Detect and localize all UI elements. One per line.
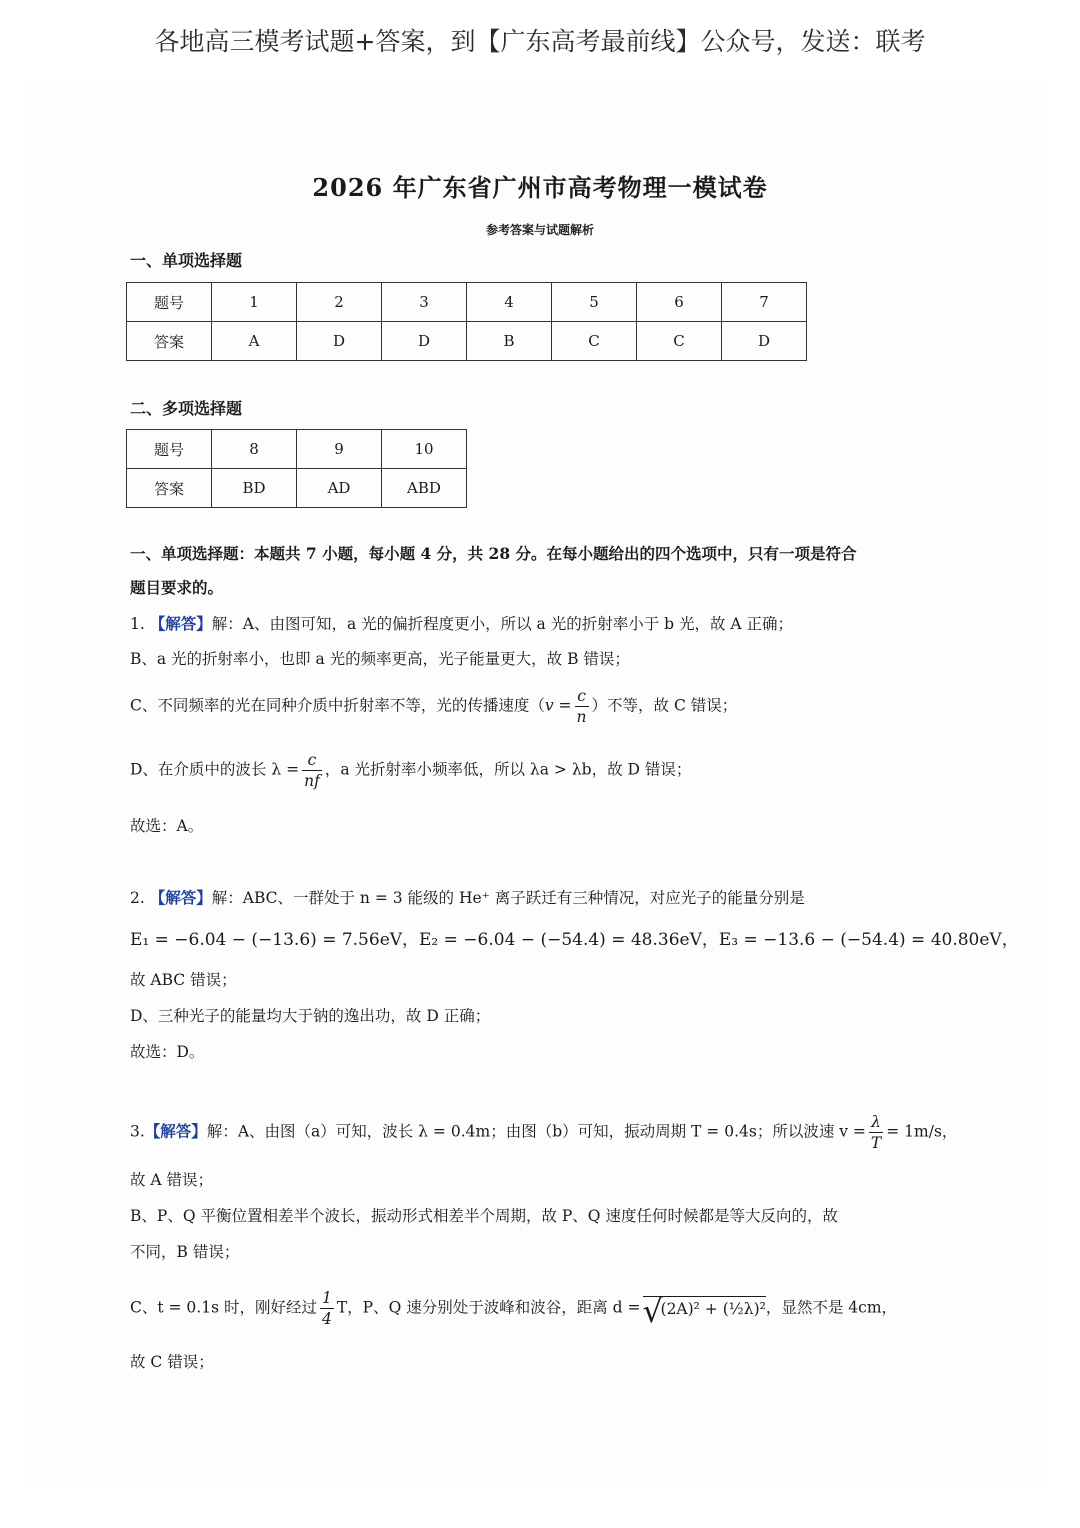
- question-number: 2.: [130, 889, 145, 907]
- q3-line-a: [130, 1112, 960, 1153]
- table-header-cell: 答案: [127, 322, 212, 361]
- table-cell: 1: [212, 283, 297, 322]
- q1-text-d-pre: D、在介质中的波长 λ =: [130, 760, 300, 779]
- q3-quarter-fraction: [320, 1288, 334, 1329]
- q2-conclusion: 故选：D。: [130, 1043, 205, 1061]
- section2-heading: 二、多项选择题: [130, 399, 243, 418]
- q1-line-a: [130, 612, 960, 636]
- question-number: 1.: [130, 615, 145, 633]
- q1-text-c-post: ）不等，故 C 错误；: [591, 696, 738, 715]
- intro-line-1: 一、单项选择题：本题共 7 小题，每小题 4 分，共 28 分。在每小题给出的四个选项中，只有一项是符合: [130, 544, 857, 563]
- q3-speed-fraction: [869, 1112, 883, 1153]
- q1-wavelength-fraction: [302, 750, 322, 791]
- page-subtitle: 参考答案与试题解析: [485, 223, 594, 237]
- table-cell: 5: [552, 283, 637, 322]
- q3-line-c-error: 故 C 错误；: [130, 1353, 214, 1371]
- page-title: 2026 年广东省广州市高考物理一模试卷: [312, 173, 768, 202]
- fraction-denominator: 4: [321, 1310, 332, 1328]
- table-cell: 3: [382, 283, 467, 322]
- table-header-cell: 答案: [127, 469, 212, 508]
- q3-text-c-post: ，显然不是 4cm，: [765, 1298, 898, 1317]
- table-cell: 8: [212, 430, 297, 469]
- q3-distance-radical: [642, 1292, 766, 1330]
- q3-text-a-post: = 1m/s，: [886, 1122, 958, 1141]
- table-cell: 2: [297, 283, 382, 322]
- table-cell: 6: [637, 283, 722, 322]
- table-cell: D: [297, 322, 382, 361]
- q3-line-b1: B、P、Q 平衡位置相差半个波长，振动形式相差半个周期，故 P、Q 速度任何时候都是等大反向的，故: [130, 1207, 838, 1225]
- answer-tag: 【解答】: [149, 614, 212, 633]
- fraction-denominator: nf: [304, 772, 320, 790]
- answer-tag: 【解答】: [149, 888, 212, 907]
- q2-line-abc: 故 ABC 错误；: [130, 971, 237, 989]
- q1-line-c: [130, 686, 960, 727]
- section1-heading: 一、单项选择题: [130, 251, 243, 270]
- q3-line-a-error: 故 A 错误；: [130, 1171, 214, 1189]
- radicand: (2A)² + (½λ)²: [660, 1300, 766, 1318]
- fraction-denominator: n: [576, 708, 587, 726]
- q1-line-b: B、a 光的折射率小，也即 a 光的频率更高，光子能量更大，故 B 错误；: [130, 650, 630, 668]
- radical-sign: √: [642, 1292, 663, 1330]
- table-cell: 9: [297, 430, 382, 469]
- table-row: [127, 283, 807, 322]
- q1-text-a: 解：A、由图可知，a 光的偏折程度更小，所以 a 光的折射率小于 b 光，故 A 正确；: [211, 615, 794, 633]
- table-row: [127, 322, 807, 361]
- table-cell: 7: [722, 283, 807, 322]
- q3-text-c-mid: T，P、Q 速分别处于波峰和波谷，距离 d =: [336, 1298, 641, 1317]
- table-cell: 10: [382, 430, 467, 469]
- q1-line-d: [130, 750, 960, 791]
- fraction-numerator: c: [302, 750, 322, 771]
- q1-velocity-symbol: v =: [544, 696, 572, 715]
- table-cell: 4: [467, 283, 552, 322]
- table-cell: D: [382, 322, 467, 361]
- intro-line-2: 题目要求的。: [130, 578, 224, 597]
- table-cell: D: [722, 322, 807, 361]
- fraction-numerator: 1: [321, 1289, 332, 1307]
- q3-text-a-pre: 解：A、由图（a）可知，波长 λ = 0.4m；由图（b）可知，振动周期 T = 0.4s；所以波速 v =: [206, 1122, 866, 1141]
- table-cell: C: [637, 322, 722, 361]
- fraction-denominator: T: [870, 1134, 882, 1152]
- section1-answer-table: [126, 282, 807, 361]
- table-cell: B: [467, 322, 552, 361]
- table-header-cell: 题号: [127, 283, 212, 322]
- section2-answer-table: [126, 429, 467, 508]
- q1-conclusion: 故选：A。: [130, 817, 204, 835]
- table-header-cell: 题号: [127, 430, 212, 469]
- table-cell: AD: [297, 469, 382, 508]
- table-row: [127, 469, 467, 508]
- q3-line-b2: 不同，B 错误；: [130, 1243, 240, 1261]
- q2-line-d: D、三种光子的能量均大于钠的逸出功，故 D 正确；: [130, 1007, 491, 1025]
- table-row: [127, 430, 467, 469]
- answer-tag: 【解答】: [144, 1121, 207, 1141]
- q2-line-a: [130, 886, 960, 910]
- fraction-numerator: c: [575, 686, 589, 707]
- q2-energy-equations: E₁ = −6.04 − (−13.6) = 7.56eV，E₂ = −6.04 − (−54.4) = 48.36eV，E₃ = −13.6 − (−54.4) = 40.80eV，: [130, 930, 1019, 950]
- q3-text-c-pre: C、t = 0.1s 时，刚好经过: [130, 1298, 317, 1317]
- table-cell: C: [552, 322, 637, 361]
- q2-text-a: 解：ABC、一群处于 n = 3 能级的 He⁺ 离子跃迁有三种情况，对应光子的能量分别是: [211, 889, 805, 907]
- table-cell: ABD: [382, 469, 467, 508]
- q3-line-c: [130, 1288, 960, 1329]
- table-cell: A: [212, 322, 297, 361]
- q1-text-c-pre: C、不同频率的光在同种介质中折射率不等，光的传播速度（: [130, 696, 545, 715]
- question-number: 3.: [130, 1122, 145, 1141]
- promo-banner: 各地高三模考试题+答案，到【广东高考最前线】公众号，发送：联考: [154, 27, 926, 56]
- q1-velocity-fraction: [575, 686, 589, 727]
- table-cell: BD: [212, 469, 297, 508]
- q1-text-d-post: ，a 光折射率小频率低，所以 λa > λb，故 D 错误；: [324, 760, 692, 779]
- fraction-numerator: λ: [869, 1112, 883, 1133]
